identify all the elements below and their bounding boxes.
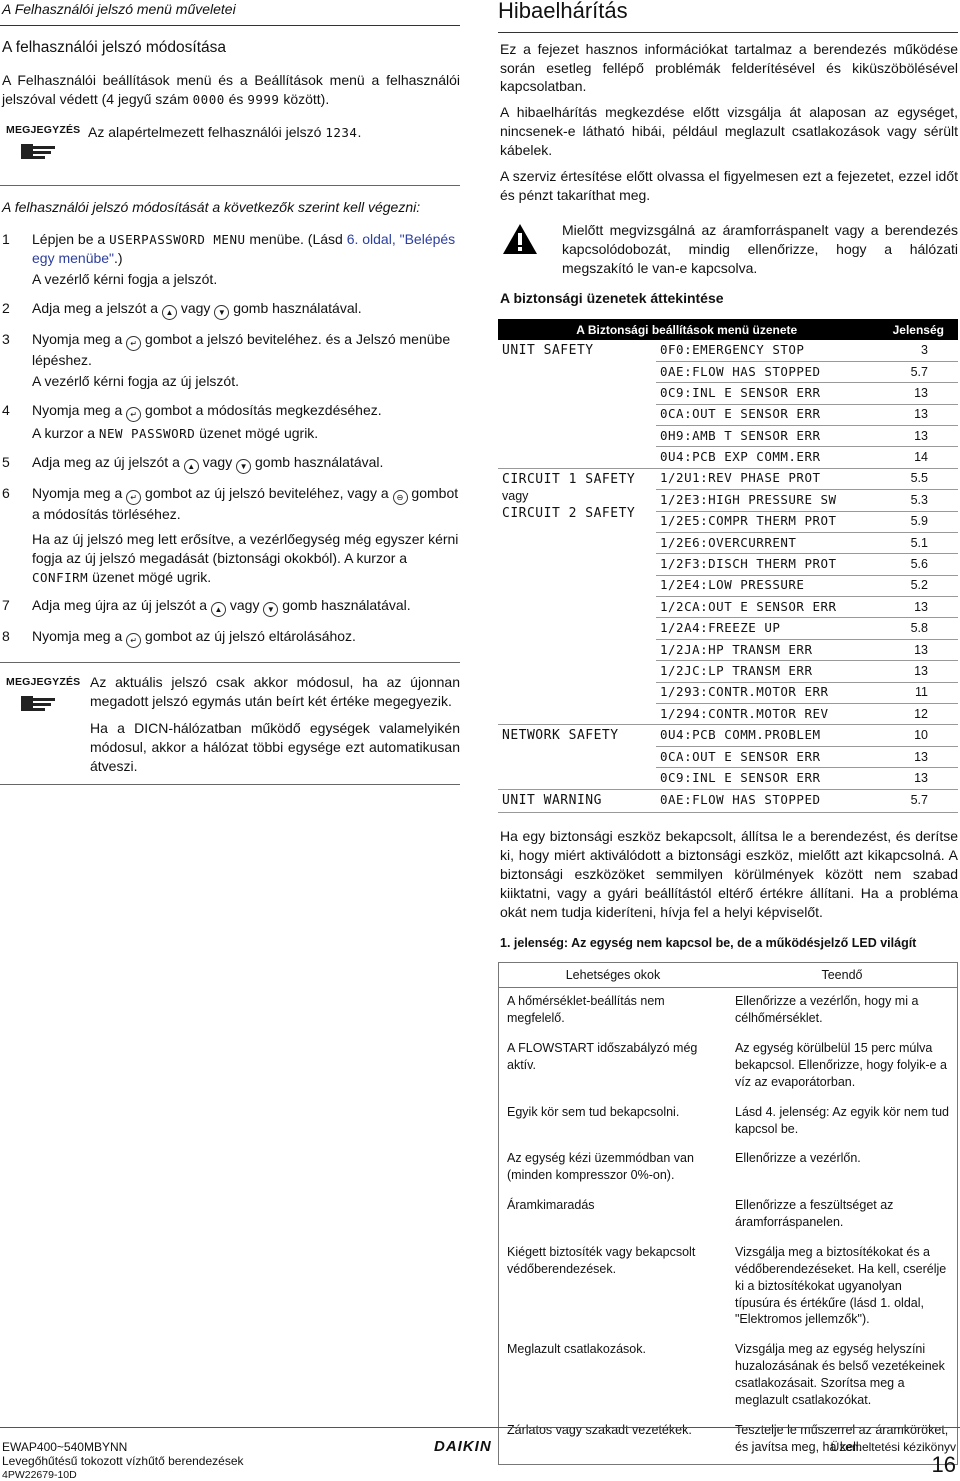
daikin-logo: DAIKIN [434,1438,492,1455]
safety-message: 1/2E5:COMPR THERM PROT [656,511,875,532]
chapter-title: Hibaelhárítás [498,0,628,23]
safety-message: 0AE:FLOW HAS STOPPED [656,789,875,812]
symptom-link[interactable]: 5.3 [875,490,958,511]
up-button-icon: ▲ [162,305,177,320]
symptom-title: 1. jelenség: Az egység nem kapcsol be, de a működésjelző LED világít [500,936,917,951]
action-cell: Ellenőrizze a vezérlőn. [735,1151,861,1166]
group-label: UNIT WARNING [498,789,656,812]
safety-message: 1/2A4:FREEZE UP [656,618,875,639]
table-row [499,1239,958,1336]
table-row [499,1192,958,1239]
divider [498,32,958,33]
safety-message: 1/2E4:LOW PRESSURE [656,575,875,596]
safety-message: 1/2CA:OUT E SENSOR ERR [656,597,875,618]
symptom-link[interactable]: 10 [875,725,958,746]
note-text: Ha a DICN-hálózatban működő egységek valamelyikén módosul, akkor a hálózat többi egysége ezt automatikusan átveszi. [90,720,460,774]
cause-cell: Áramkimaradás [507,1198,595,1213]
note-label: MEGJEGYZÉS [6,676,81,689]
cause-cell: Kiégett biztosíték vagy bekapcsolt védőberendezések. [507,1244,696,1276]
down-button-icon: ▼ [214,305,229,320]
safety-messages-table [498,319,958,813]
section-title: A felhasználói jelszó módosítása [2,38,227,56]
document-number: 4PW22679-10D [2,1468,77,1481]
action-cell: Az egység körülbelül 15 perc múlva bekapcsol. Ellenőrizze, hogy folyik-e a víz az evaporátorban. [735,1041,947,1089]
cause-cell: A hőmérséklet-beállítás nem megfelelő. [507,994,665,1026]
safety-message: 0C9:INL E SENSOR ERR [656,768,875,789]
enter-button-icon: ↵ [126,407,141,422]
manual-title: Üzemeltetési kézikönyv [830,1440,956,1454]
left-column [0,0,460,785]
cause-cell: Az egység kézi üzemmódban van (minden kompresszor 0%-on). [507,1151,694,1183]
symptom-link[interactable]: 14 [875,447,958,468]
divider [0,185,460,186]
note-text: Az alapértelmezett felhasználói jelszó 1234. [88,123,362,140]
enter-button-icon: ↵ [126,490,141,505]
warning-box: Mielőtt megvizsgálná az áramforráspanelt vagy a berendezés kapcsolódobozát, mindig ellenőrizze, hogy a hálózati megszakító le van-e kapcsolva. [498,221,958,278]
table-row [499,988,958,1035]
group-label: CIRCUIT 1 SAFETY vagy CIRCUIT 2 SAFETY [498,468,656,725]
action-cell: Tesztelje le műszerrel az áramköröket, és javítsa meg, ha kell. [735,1422,949,1454]
symptom-link[interactable]: 5.2 [875,575,958,596]
paragraph: Ez a fejezet hasznos információkat tartalmaz a berendezés működése során esetleg fellépő problémák felderítésével és kiküszöbölésével kapcsolatban. [500,40,958,95]
safety-message: 1/293:CONTR.MOTOR ERR [656,682,875,703]
symptom-link[interactable]: 5.8 [875,618,958,639]
symptom-link[interactable]: 5.5 [875,468,958,489]
page-header: A Felhasználói jelszó menü műveletei [2,1,236,17]
step-7: 7 Adja meg újra az új jelszót a ▲ vagy ▼ gomb használatával. [0,596,460,617]
safety-message: 0C9:INL E SENSOR ERR [656,383,875,404]
safety-message: 0CA:OUT E SENSOR ERR [656,746,875,767]
symptom-link[interactable]: 5.6 [875,554,958,575]
column-header: Lehetséges okok [499,963,728,988]
divider [0,784,460,785]
symptom-link[interactable]: 13 [875,768,958,789]
symptom-link[interactable]: 13 [875,425,958,446]
safety-message: 1/2U1:REV PHASE PROT [656,468,875,489]
step-5: 5 Adja meg az új jelszót a ▲ vagy ▼ gomb használatával. [0,453,460,474]
product-description: Levegőhűtésű tokozott vízhűtő berendezések [2,1454,244,1469]
column-header: A Biztonsági beállítások menü üzenete [498,319,875,340]
safety-message: 0AE:FLOW HAS STOPPED [656,361,875,382]
step-8: 8 Nyomja meg a ↵ gombot az új jelszó eltárolásához. [0,627,460,648]
divider [0,25,460,26]
symptom-link[interactable]: 5.7 [875,789,958,812]
column-header: Teendő [727,963,958,988]
action-cell: Ellenőrizze a feszültséget az áramforráspanelen. [735,1198,894,1230]
enter-button-icon: ↵ [126,633,141,648]
cancel-button-icon: ⊖ [393,490,408,505]
step-3: 3 Nyomja meg a ↵ gombot a jelszó beviteléhez. és a Jelszó menübe lépéshez. A vezérlő kérni fogja az új jelszót. [2,331,451,390]
safety-message: 1/294:CONTR.MOTOR REV [656,704,875,725]
safety-message: 0CA:OUT E SENSOR ERR [656,404,875,425]
group-label: NETWORK SAFETY [498,725,656,789]
safety-message: 0U4:PCB EXP COMM.ERR [656,447,875,468]
causes-table [498,962,958,1464]
symptom-link[interactable]: 13 [875,404,958,425]
safety-message: 1/2E6:OVERCURRENT [656,532,875,553]
action-cell: Ellenőrizze a vezérlőn, hogy mi a célhőmérséklet. [735,994,919,1026]
table-row [499,1035,958,1099]
note-box [0,673,460,783]
safety-message: 1/2JA:HP TRANSM ERR [656,639,875,660]
paragraph: A hibaelhárítás megkezdése előtt vizsgálja át alaposan az egységet, nincsenek-e látható hibái, például meglazult csatlakozások vagy sérült kábelek. [500,104,958,159]
page-number: 16 [931,1452,956,1478]
step-1: 1 Lépjen be a USERPASSWORD MENU menübe. (Lásd 6. oldal, "Belépés egy menübe".) A vezérlő kérni fogja a jelszót. [2,231,456,288]
paragraph: A szerviz értesítése előtt olvassa el figyelmesen ezt a fejezetet, ezzel időt és pénzt takaríthat meg. [500,168,958,203]
table-row [499,1336,958,1417]
note-hand-icon [20,141,58,168]
symptom-link[interactable]: 5.1 [875,532,958,553]
table-row [498,468,958,489]
cause-cell: Egyik kör sem tud bekapcsolni. [507,1104,680,1119]
procedure-intro: A felhasználói jelszó módosítását a következők szerint kell végezni: [2,198,421,215]
safety-message: 1/2F3:DISCH THERM PROT [656,554,875,575]
down-button-icon: ▼ [263,602,278,617]
note-text: Az aktuális jelszó csak akkor módosul, ha az újonnan megadott jelszó egymás után beírt két értéke megegyezik. [90,674,460,710]
footer-right [831,1440,956,1479]
safety-message: 0U4:PCB COMM.PROBLEM [656,725,875,746]
safety-message: 0H9:AMB T SENSOR ERR [656,425,875,446]
down-button-icon: ▼ [236,459,251,474]
safety-message: 1/2JC:LP TRANSM ERR [656,661,875,682]
overview-title: A biztonsági üzenetek áttekintése [500,290,724,307]
up-button-icon: ▲ [211,602,226,617]
cause-cell: A FLOWSTART időszabályzó még aktív. [507,1041,698,1072]
safety-message: 1/2E3:HIGH PRESSURE SW [656,490,875,511]
table-row [499,1099,958,1146]
intro-paragraph: A Felhasználói beállítások menü és a Beállítások menü a felhasználói jelszóval védett (4 jegyű szám 0000 és 9999 között). [2,71,460,107]
table-row [498,340,958,361]
enter-button-icon: ↵ [126,336,141,351]
group-label: UNIT SAFETY [498,340,656,468]
symptom-link[interactable]: 5.7 [875,361,958,382]
step-4: 4 Nyomja meg a ↵ gombot a módosítás megkezdéséhez. A kurzor a NEW PASSWORD üzenet mögé ugrik. [2,401,382,441]
action-cell: Vizsgálja meg az egység helyszíni huzalozásának és belső vezetékeinek csatlakozásait. Szorítsa meg a meglazult csatlakozókat. [735,1342,945,1407]
up-button-icon: ▲ [184,459,199,474]
column-header: Jelenség [875,319,958,340]
cause-cell: Zárlatos vagy szakadt vezetékek. [507,1422,692,1437]
link-page-6[interactable]: 6. oldal, "Belépés egy menübe" [32,231,456,267]
note-box [0,121,460,171]
warning-icon [502,223,538,260]
symptom-link[interactable]: 5.9 [875,511,958,532]
symptom-link[interactable]: 13 [875,383,958,404]
safety-message: 0F0:EMERGENCY STOP [656,340,875,361]
footer-rule [0,1427,960,1428]
table-row [499,1145,958,1192]
step-2: 2 Adja meg a jelszót a ▲ vagy ▼ gomb használatával. [0,299,460,320]
step-6: 6 Nyomja meg a ↵ gombot az új jelszó beviteléhez, vagy a ⊖ gombot a módosítás törléséhez. Ha az új jelszó meg lett erősítve, a vezérlőegység még egyszer kérni fogja az új jelszó megadását (biztonsági okokból). A kurzor a CONFIRM üzenet mögé ugrik. [2,484,459,585]
note-label: MEGJEGYZÉS [6,123,81,136]
symptom-link[interactable]: 13 [875,597,958,618]
model-number: EWAP400~540MBYNN [2,1440,128,1454]
right-column [498,0,958,1465]
paragraph: Ha egy biztonsági eszköz bekapcsolt, állítsa le a berendezést, és derítse ki, hogy miért aktiválódott a biztonsági eszköz, mielőtt azt kikapcsolná. A biztonsági eszközöket semmilyen körülmények között nem szabad kiiktatni, vagy a gyári beállítástól eltérő értékre állítani. Ha a probléma okát nem tudja kideríteni, hívja fel a helyi képviselőt. [500,827,958,920]
symptom-link[interactable]: 13 [875,746,958,767]
cause-cell: Meglazult csatlakozások. [507,1342,646,1357]
symptom-link[interactable]: 11 [875,682,958,703]
table-row [498,725,958,746]
table-row [498,789,958,812]
action-cell: Vizsgálja meg a biztosítékokat és a védőberendezéseket. Ha kell, cserélje ki a biztosítékokat ugyanolyan típusúra és értékűre (lásd 1. oldal, "Elektromos jellemzők"). [735,1244,947,1327]
note-hand-icon [20,693,58,720]
divider [0,662,460,663]
footer-left [2,1440,244,1481]
action-cell: Lásd 4. jelenség: Az egyik kör nem tud kapcsol be. [735,1104,950,1136]
symptom-link[interactable]: 12 [875,704,958,725]
symptom-link[interactable]: 13 [875,639,958,660]
symptom-link[interactable]: 13 [875,661,958,682]
symptom-link[interactable]: 3 [875,340,958,361]
